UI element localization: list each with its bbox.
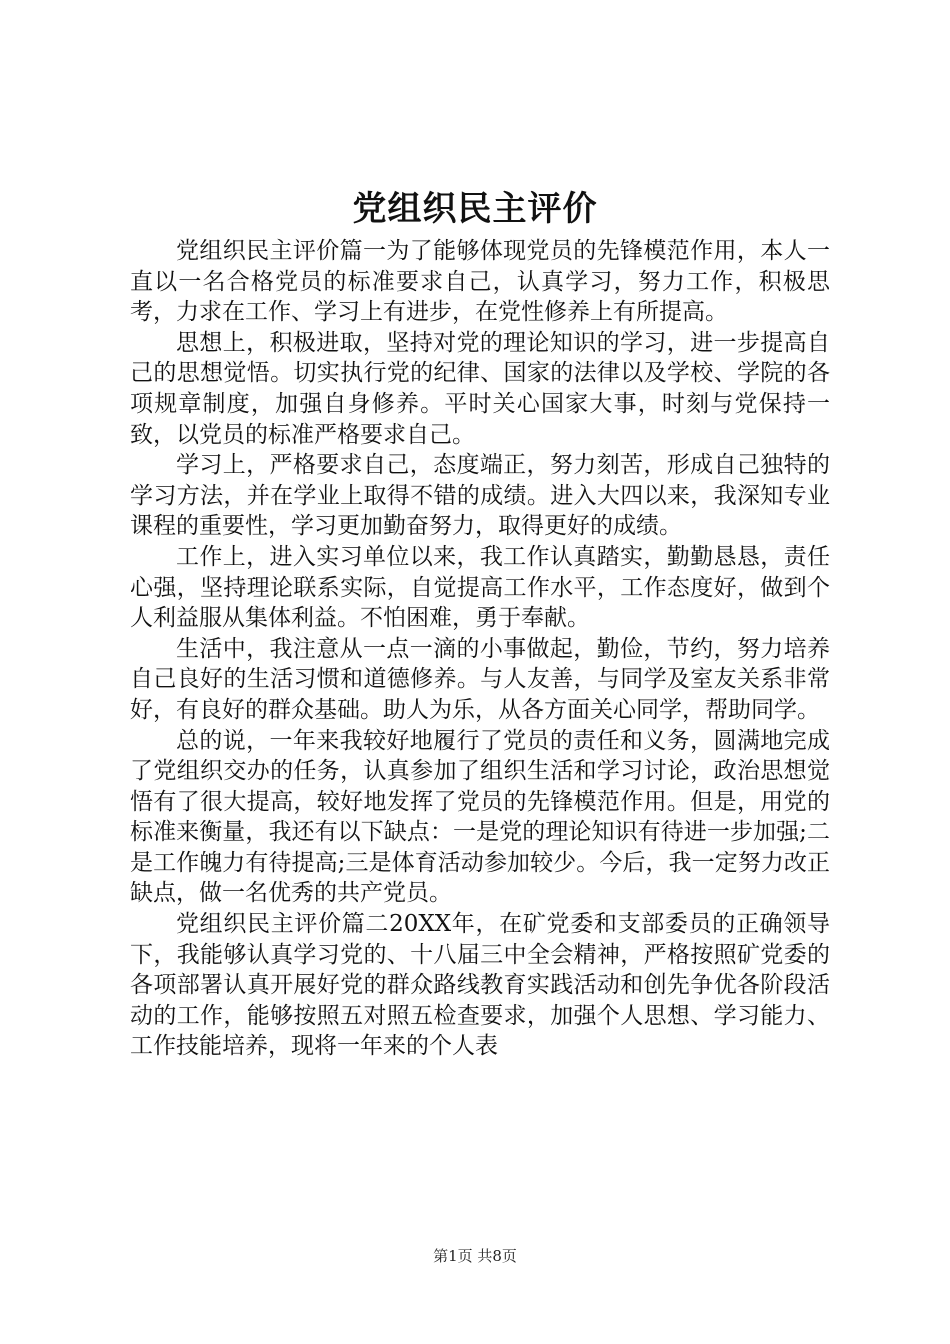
paragraph: 党组织民主评价篇二20XX年，在矿党委和支部委员的正确领导下，我能够认真学习党的、十八届三中全会精神，严格按照矿党委的各项部署认真开展好党的群众路线教育实践活动和创先争优各阶段活动的工作，能够按照五对照五检查要求，加强个人思想、学习能力、工作技能培养，现将一年来的个人表 — [130, 911, 830, 1060]
page-number-footer: 第1页 共8页 — [433, 1247, 517, 1265]
document-body — [130, 236, 830, 1062]
paragraph: 工作上，进入实习单位以来，我工作认真踏实，勤勤恳恳，责任心强，坚持理论联系实际，自觉提高工作水平，工作态度好，做到个人利益服从集体利益。不怕困难，勇于奉献。 — [130, 543, 830, 632]
paragraph: 思想上，积极进取，坚持对党的理论知识的学习，进一步提高自己的思想觉悟。切实执行党的纪律、国家的法律以及学校、学院的各项规章制度，加强自身修养。平时关心国家大事，时刻与党保持一致，以党员的标准严格要求自己。 — [130, 329, 830, 448]
paragraph: 总的说，一年来我较好地履行了党员的责任和义务，圆满地完成了党组织交办的任务，认真参加了组织生活和学习讨论，政治思想觉悟有了很大提高，较好地发挥了党员的先锋模范作用。但是，用党的标准来衡量，我还有以下缺点：一是党的理论知识有待进一步加强;二是工作魄力有待提高;三是体育活动参加较少。今后，我一定努力改正缺点，做一名优秀的共产党员。 — [130, 727, 830, 907]
paragraph: 党组织民主评价篇一为了能够体现党员的先锋模范作用，本人一直以一名合格党员的标准要求自己，认真学习，努力工作，积极思考，力求在工作、学习上有进步，在党性修养上有所提高。 — [130, 238, 830, 326]
paragraph: 生活中，我注意从一点一滴的小事做起，勤俭，节约，努力培养自己良好的生活习惯和道德修养。与人友善，与同学及室友关系非常好，有良好的群众基础。助人为乐，从各方面关心同学，帮助同学。 — [130, 635, 830, 723]
document-title: 党组织民主评价 — [352, 189, 598, 229]
paragraph: 学习上，严格要求自己，态度端正，努力刻苦，形成自己独特的学习方法，并在学业上取得不错的成绩。进入大四以来，我深知专业课程的重要性，学习更加勤奋努力，取得更好的成绩。 — [130, 452, 830, 540]
